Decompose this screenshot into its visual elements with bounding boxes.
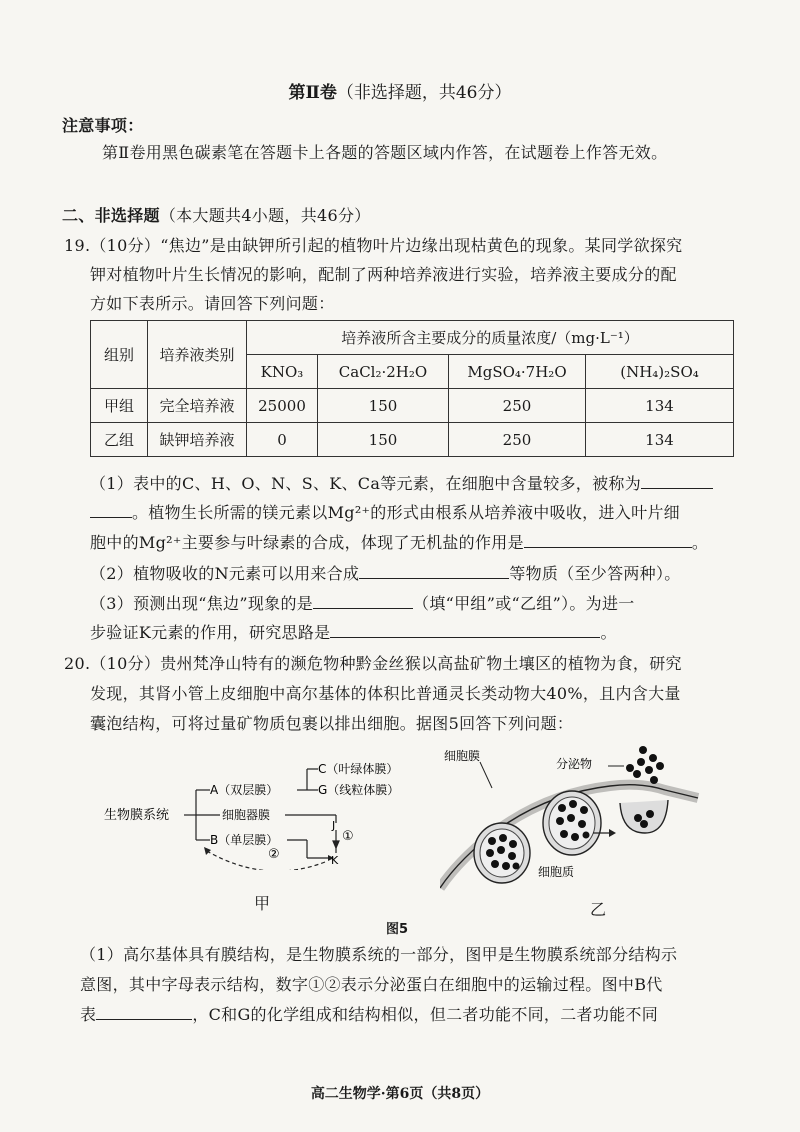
part2-heading [62, 203, 371, 226]
part2-title: 二、非选择题 [62, 206, 160, 225]
q20-p1-line3 [80, 1002, 658, 1025]
fig-g-label: G（线粒体膜） [318, 783, 400, 797]
table-cell: 0 [247, 423, 318, 457]
answer-blank [359, 564, 509, 579]
q20-p1-line1: （1）高尔基体具有膜结构，是生物膜系统的一部分，图甲是生物膜系统部分结构示 [80, 945, 678, 964]
table-header-concentration: 培养液所含主要成分的质量浓度/（mg·L⁻¹） [247, 321, 734, 355]
q19-table [90, 320, 734, 457]
answer-blank [330, 623, 600, 638]
answer-blank [641, 474, 713, 489]
section-title [0, 78, 800, 103]
q19-p3a: （3）预测出现“焦边”现象的是 [90, 594, 314, 613]
figure-jia-caption: 甲 [254, 894, 271, 913]
page-footer: 高二生物学·第6页（共8页） [310, 1086, 490, 1102]
table-cell: 134 [586, 423, 734, 457]
fig-b-label: B（单层膜） [210, 833, 279, 847]
answer-blank [313, 594, 413, 609]
table-header-group: 组别 [91, 321, 148, 389]
answer-blank [90, 503, 132, 518]
table-col-header: MgSO₄·7H₂O [449, 355, 586, 389]
q20-line2: 发现，其肾小管上皮细胞中高尔基体的体积比普通灵长类动物大40%，且内含大量 [90, 684, 681, 703]
q20-line3: 囊泡结构，可将过量矿物质包裹以排出细胞。据图5回答下列问题： [90, 714, 574, 733]
q19-p2b: 等物质（至少答两种）。 [509, 564, 681, 583]
part2-sub: （本大题共4小题，共46分） [159, 206, 371, 225]
fig-step2-label: ② [268, 847, 280, 862]
q19-line2: 钾对植物叶片生长情况的影响，配制了两种培养液进行实验，培养液主要成分的配 [90, 265, 677, 284]
fig-step1-label: ① [342, 829, 354, 844]
table-cell: 250 [449, 423, 586, 457]
figure-title: 图5 [386, 922, 409, 937]
q19-p2a: （2）植物吸收的N元素可以用来合成 [90, 564, 360, 583]
table-col-header: (NH₄)₂SO₄ [586, 355, 734, 389]
notice-title: 注意事项： [62, 116, 144, 135]
answer-blank [96, 1005, 192, 1020]
q19-p1c-end: 。 [691, 533, 709, 552]
table-cell: 150 [318, 389, 449, 423]
q20-p1c-pre: 表 [80, 1005, 97, 1024]
fig-secretion-label: 分泌物 [556, 757, 593, 771]
table-row [91, 423, 734, 457]
table-col-header: CaCl₂·2H₂O [318, 355, 449, 389]
q20-p1-line2: 意图，其中字母表示结构，数字①②表示分泌蛋白在细胞中的运输过程。图中B代 [80, 975, 663, 994]
table-cell: 250 [449, 389, 586, 423]
q19-line1: 19.（10分）“焦边”是由缺钾所引起的植物叶片边缘出现枯黄色的现象。某同学欲探究 [64, 236, 683, 255]
q19-p3c-end: 。 [600, 623, 617, 642]
q19-p1-line2 [90, 500, 680, 523]
fig-root-label: 生物膜系统 [104, 808, 170, 823]
table-cell: 完全培养液 [148, 389, 247, 423]
fig-membrane-label: 细胞膜 [444, 749, 481, 763]
q19-line3: 方如下表所示。请回答下列问题： [90, 294, 335, 313]
fig-c-label: C（叶绿体膜） [318, 762, 399, 776]
q19-p1-line1 [90, 471, 713, 494]
q19-p1c: 胞中的Mg²⁺主要参与叶绿素的合成，体现了无机盐的作用是 [90, 533, 524, 552]
table-row [91, 389, 734, 423]
q19-p3b: （填“甲组”或“乙组”）。为进一 [413, 594, 635, 613]
table-cell: 134 [586, 389, 734, 423]
table-header-type: 培养液类别 [148, 321, 247, 389]
q19-p3-line1 [90, 591, 635, 614]
fig-organelle-label: 细胞器膜 [222, 808, 271, 822]
q19-p3c: 步验证K元素的作用，研究思路是 [90, 623, 331, 642]
table-cell: 甲组 [91, 389, 148, 423]
figure-yi-caption: 乙 [590, 900, 607, 919]
table-cell: 150 [318, 423, 449, 457]
fig-a-label: A（双层膜） [210, 783, 279, 797]
section-title-main: 第Ⅱ卷 [288, 83, 337, 103]
q19-p1a: （1）表中的C、H、O、N、S、K、Ca等元素，在细胞中含量较多，被称为 [90, 474, 641, 493]
fig-j-label: J [332, 819, 336, 832]
q19-p1b: 。植物生长所需的镁元素以Mg²⁺的形式由根系从培养液中吸收，进入叶片细 [132, 503, 680, 522]
fig-cytoplasm-label: 细胞质 [538, 865, 575, 879]
q19-p2 [90, 561, 681, 584]
answer-blank [524, 533, 692, 548]
q20-line1: 20.（10分）贵州梵净山特有的濒危物种黔金丝猴以高盐矿物土壤区的植物为食，研究 [64, 654, 682, 673]
section-title-sub: （非选择题，共46分） [336, 83, 512, 103]
table-col-header: KNO₃ [247, 355, 318, 389]
figure-jia-diagram [100, 755, 400, 870]
q19-p3-line2 [90, 620, 617, 643]
notice-text: 第Ⅱ卷用黑色碳素笔在答题卡上各题的答题区域内作答，在试题卷上作答无效。 [102, 143, 668, 162]
figure-yi-diagram [440, 738, 700, 900]
fig-k-label: K [331, 854, 339, 867]
table-cell: 缺钾培养液 [148, 423, 247, 457]
q20-p1c-post: ，C和G的化学组成和结构相似，但二者功能不同，二者功能不同 [192, 1005, 659, 1024]
table-cell: 25000 [247, 389, 318, 423]
table-cell: 乙组 [91, 423, 148, 457]
q19-p1-line3 [90, 530, 708, 553]
